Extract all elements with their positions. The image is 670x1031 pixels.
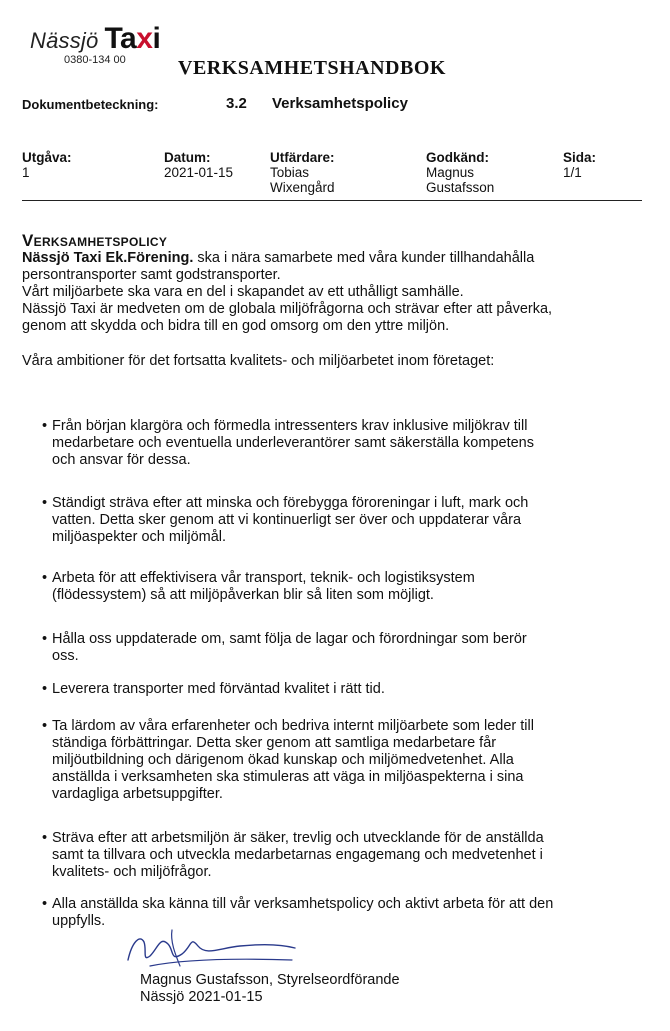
ambition-item-line: Från början klargöra och förmedla intressenters krav inklusive miljökrav till: [52, 418, 528, 434]
logo-brand-x: x: [136, 22, 153, 55]
signatory-name: Magnus Gustafsson, Styrelseordförande: [140, 972, 400, 988]
ambition-item: [22, 681, 622, 698]
ambition-item-line: uppfylls.: [52, 913, 106, 929]
ambition-item-line: (flödessystem) så att miljöpåverkan blir så liten som möjligt.: [52, 587, 434, 603]
bullet-icon: •: [42, 830, 48, 846]
ambitions-lead: Våra ambitioner för det fortsatta kvalitets- och miljöarbetet inom företaget:: [22, 353, 495, 369]
approved-value-last: Gustafsson: [426, 180, 495, 195]
bullet-icon: •: [42, 631, 48, 647]
company-logo: [30, 22, 170, 66]
date-label: Datum:: [164, 150, 211, 165]
issuer-value-first: Tobias: [270, 165, 310, 180]
intro-line-1-rest: ska i nära samarbete med våra kunder tillhandahålla: [193, 250, 535, 266]
ambition-item-line: Ta lärdom av våra erfarenheter och bedriva internt miljöarbete som leder till: [52, 718, 534, 734]
approved-value-first: Magnus: [426, 165, 475, 180]
edition-column: [22, 150, 72, 180]
date-column: [164, 150, 233, 180]
ambition-item: [22, 495, 622, 546]
designation-title: Verksamhetspolicy: [272, 95, 408, 112]
ambition-item-line: vardagliga arbetsuppgifter.: [52, 786, 223, 802]
logo-brand-pre: Ta: [104, 22, 137, 55]
ambition-item: [22, 830, 622, 881]
page-value: 1/1: [563, 165, 582, 180]
ambition-item-line: och ansvar för dessa.: [52, 452, 191, 468]
header-divider: [22, 200, 642, 201]
ambition-item-line: kvalitets- och miljöfrågor.: [52, 864, 212, 880]
ambition-item-line: Sträva efter att arbetsmiljön är säker, trevlig och utvecklande för de anställda: [52, 830, 544, 846]
edition-value: 1: [22, 165, 30, 180]
bullet-icon: •: [42, 418, 48, 434]
designation-number: 3.2: [226, 95, 247, 112]
logo-brand: [104, 22, 160, 56]
document-title: VERKSAMHETSHANDBOK: [178, 57, 446, 79]
ambition-item: [22, 418, 622, 469]
logo-town: Nässjö: [30, 28, 99, 53]
approved-label: Godkänd:: [426, 150, 489, 165]
ambition-item-line: vatten. Detta sker genom att vi kontinuerligt ser över och uppdaterar våra: [52, 512, 522, 528]
ambition-item-line: Hålla oss uppdaterade om, samt följa de lagar och förordningar som berör: [52, 631, 527, 647]
ambition-item-line: Alla anställda ska känna till vår verksamhetspolicy och aktivt arbeta för att den: [52, 896, 554, 912]
bullet-icon: •: [42, 681, 48, 697]
policy-body: [22, 232, 632, 385]
intro-line-3: Vårt miljöarbete ska vara en del i skapandet av ett uthålligt samhälle.: [22, 284, 464, 300]
ambition-item: [22, 631, 622, 665]
policy-intro: [22, 250, 632, 335]
organisation-name: Nässjö Taxi Ek.Förening.: [22, 250, 194, 266]
ambition-item: [22, 718, 622, 803]
issuer-label: Utfärdare:: [270, 150, 335, 165]
logo-brand-post: i: [152, 22, 161, 55]
page-column: [563, 150, 596, 180]
bullet-icon: •: [42, 495, 48, 511]
edition-label: Utgåva:: [22, 150, 72, 165]
bullet-icon: •: [42, 896, 48, 912]
page-label: Sida:: [563, 150, 597, 165]
intro-line-5: genom att skydda och bidra till en god omsorg om den yttre miljön.: [22, 318, 450, 334]
ambition-item-line: medarbetare och eventuella underleverantörer samt säkerställa kompetens: [52, 435, 534, 451]
intro-line-2: persontransporter samt godstransporter.: [22, 267, 281, 283]
ambition-item-line: samt ta tillvara och utveckla medarbetarnas engagemang och medvetenhet i: [52, 847, 543, 863]
issuer-value-last: Wixengård: [270, 180, 335, 195]
ambition-item-line: miljöaspekter och miljömål.: [52, 529, 227, 545]
ambition-item-line: Leverera transporter med förväntad kvalitet i rätt tid.: [52, 681, 385, 697]
designation-label: Dokumentbeteckning:: [22, 97, 159, 112]
signatory-block: [140, 972, 400, 1006]
ambition-item-line: Ständigt sträva efter att minska och förebygga föroreningar i luft, mark och: [52, 495, 529, 511]
ambition-item: [22, 570, 622, 604]
logo-phone: 0380-134 00: [64, 54, 126, 66]
approved-column: [426, 150, 494, 195]
ambition-item-line: oss.: [52, 648, 79, 664]
bullet-icon: •: [42, 718, 48, 734]
ambition-item-line: miljöutbildning och därigenom ökad kunskap och miljömedvetenhet. Alla: [52, 752, 514, 768]
handwritten-signature: [120, 922, 300, 972]
ambition-item-line: Arbeta för att effektivisera vår transport, teknik- och logistiksystem: [52, 570, 475, 586]
date-value: 2021-01-15: [164, 165, 234, 180]
bullet-icon: •: [42, 570, 48, 586]
intro-line-1: [22, 250, 632, 267]
ambition-item-line: ständiga förbättringar. Detta sker genom att samtliga medarbetare får: [52, 735, 497, 751]
signatory-place-date: Nässjö 2021-01-15: [140, 989, 263, 1005]
intro-line-4: Nässjö Taxi är medveten om de globala miljöfrågorna och strävar efter att påverka,: [22, 301, 553, 317]
ambition-item: [22, 896, 622, 930]
issuer-column: [270, 150, 335, 195]
ambition-item-line: anställda i verksamheten ska stimuleras att väga in miljöaspekterna i sina: [52, 769, 524, 785]
policy-heading: Verksamhetspolicy: [22, 231, 168, 250]
